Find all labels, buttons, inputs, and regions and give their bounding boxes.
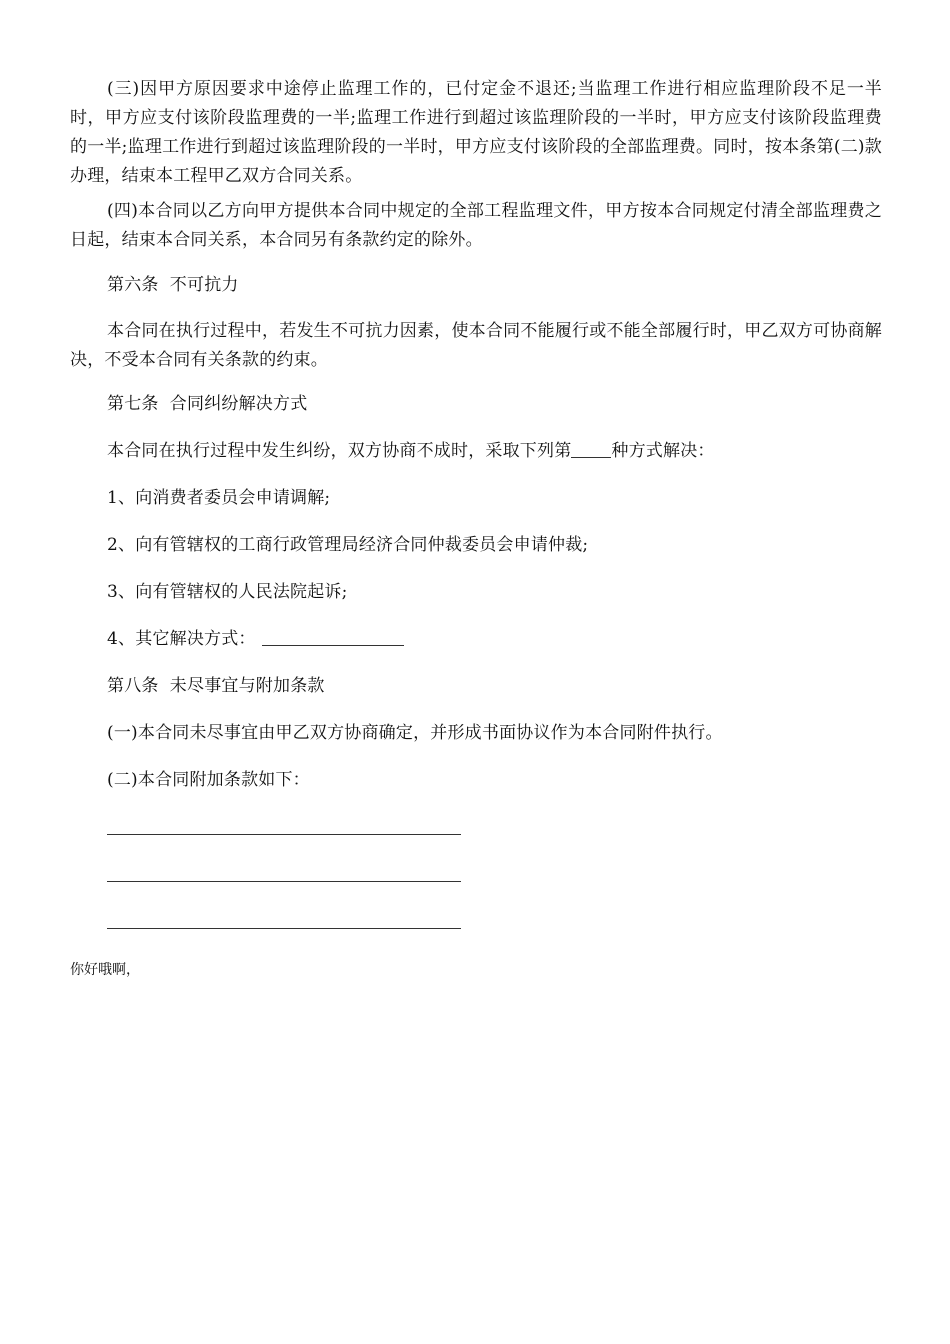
dispute-option-blank[interactable] <box>571 439 611 458</box>
article-6-title: 第六条 不可抗力 <box>107 275 239 295</box>
dispute-option-3: 3、向有管辖权的人民法院起诉; <box>107 582 348 602</box>
other-method-blank[interactable] <box>262 627 404 646</box>
additional-clause-blank-2[interactable] <box>107 881 461 882</box>
article-8-item-1: (一)本合同未尽事宜由甲乙双方协商确定，并形成书面协议作为本合同附件执行。 <box>107 723 723 743</box>
dispute-option-4 <box>107 625 404 654</box>
article-6-body: 本合同在执行过程中，若发生不可抗力因素，使本合同不能履行或不能全部履行时，甲乙双方可协商解决，不受本合同有关条款的约束。 <box>70 321 882 370</box>
article-8-item-2: (二)本合同附加条款如下： <box>107 770 310 790</box>
article-7-intro-after: 种方式解决： <box>611 441 715 461</box>
dispute-option-1: 1、向消费者委员会申请调解; <box>107 488 331 508</box>
clause-4-paragraph: (四)本合同以乙方向甲方提供本合同中规定的全部工程监理文件，甲方按本合同规定付清全部监理费之日起，结束本合同关系，本合同另有条款约定的除外。 <box>70 201 882 250</box>
article-7-intro <box>107 437 715 466</box>
additional-clause-blank-1[interactable] <box>107 834 461 835</box>
article-7-intro-before: 本合同在执行过程中发生纠纷，双方协商不成时，采取下列第 <box>107 441 572 461</box>
additional-clause-blank-3[interactable] <box>107 928 461 929</box>
dispute-option-4-label: 4、其它解决方式： <box>107 629 256 649</box>
dispute-option-2: 2、向有管辖权的工商行政管理局经济合同仲裁委员会申请仲裁; <box>107 535 589 555</box>
footer-note: 你好哦啊， <box>70 962 140 978</box>
article-8-title: 第八条 未尽事宜与附加条款 <box>107 676 325 696</box>
clause-3-paragraph: (三)因甲方原因要求中途停止监理工作的，已付定金不退还;当监理工作进行相应监理阶段不足一半时，甲方应支付该阶段监理费的一半;监理工作进行到超过该监理阶段的一半时，甲方应支付该阶段监理费的一半;监理工作进行到超过该监理阶段的一半时，甲方应支付该阶段的全部监理费。同时，按本条第(二)款办理，结束本工程甲乙双方合同关系。 <box>70 79 882 186</box>
article-7-title: 第七条 合同纠纷解决方式 <box>107 394 308 414</box>
